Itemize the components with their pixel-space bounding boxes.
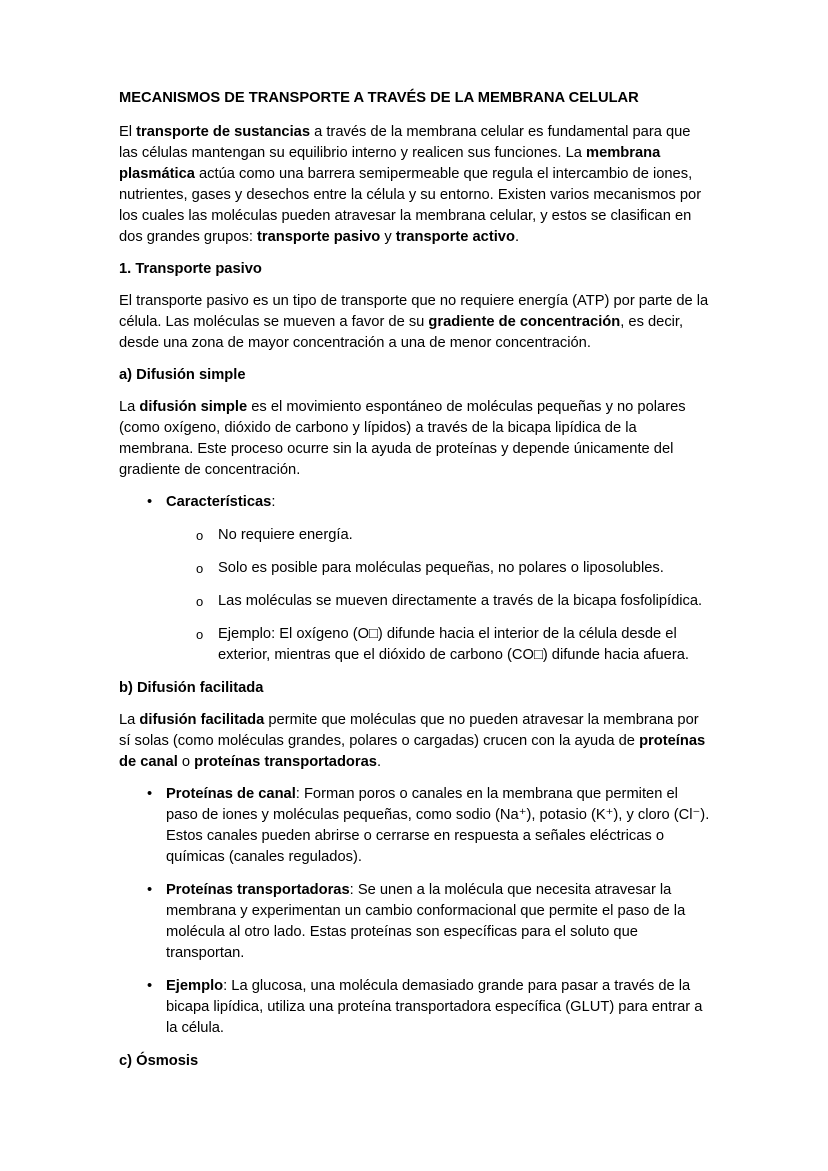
- bullet-text: [166, 880, 710, 964]
- section-heading: [119, 259, 710, 280]
- paragraph: [119, 710, 710, 773]
- text-segment: Ejemplo: El oxígeno (O□) difunde hacia el interior de la célula desde el exterior, mientras que el dióxido de carbono (CO□) difunde hacia afuera.: [218, 626, 689, 663]
- text-segment: La: [119, 399, 140, 415]
- text-segment: actúa como una barrera semipermeable que regula el intercambio de iones, nutrientes, gases y desechos entre la célula y su entorno. Existen varios mecanismos por los cuales las moléculas pueden atravesar la membrana celular, y estos se clasifican en dos grandes grupos:: [119, 166, 702, 245]
- disc-bullet-icon: •: [147, 882, 153, 898]
- paragraph: [119, 122, 710, 248]
- sub-list-item: [119, 624, 710, 666]
- text-segment: difusión simple: [139, 399, 248, 415]
- text-segment: proteínas transportadoras: [194, 754, 377, 770]
- section-heading: [119, 1051, 710, 1072]
- list-item: [119, 492, 710, 513]
- text-segment: a) Difusión simple: [119, 367, 246, 383]
- text-segment: La: [119, 712, 140, 728]
- text-segment: :: [271, 494, 276, 510]
- section-heading: [119, 678, 710, 699]
- bullet-text: [218, 591, 710, 612]
- text-segment: Proteínas transportadoras: [166, 882, 350, 898]
- bullet-text: [166, 492, 710, 513]
- text-segment: No requiere energía.: [218, 527, 353, 543]
- text-segment: transporte de sustancias: [136, 124, 311, 140]
- text-segment: Ejemplo: [166, 978, 224, 994]
- disc-bullet-icon: •: [147, 978, 153, 994]
- text-segment: transporte pasivo: [257, 229, 381, 245]
- text-segment: Proteínas de canal: [166, 786, 296, 802]
- text-segment: MECANISMOS DE TRANSPORTE A TRAVÉS DE LA MEMBRANA CELULAR: [119, 90, 639, 106]
- text-segment: .: [376, 754, 382, 770]
- text-segment: gradiente de concentración: [428, 314, 621, 330]
- document-title: [119, 88, 710, 109]
- circle-bullet-icon: o: [196, 528, 204, 543]
- document-content: [119, 88, 710, 1072]
- circle-bullet-icon: o: [196, 594, 204, 609]
- paragraph: [119, 397, 710, 481]
- section-heading: [119, 365, 710, 386]
- text-segment: membrana plasmática: [119, 145, 661, 182]
- text-segment: El: [119, 124, 137, 140]
- text-segment: permite que moléculas que no pueden atravesar la membrana por sí solas (como moléculas grandes, polares o cargadas) crucen con la ayuda de: [119, 712, 699, 749]
- list-item: [119, 784, 710, 868]
- text-segment: a través de la membrana celular es fundamental para que las células mantengan su equilibrio interno y realicen sus funciones. La: [119, 124, 691, 161]
- disc-bullet-icon: •: [147, 494, 153, 510]
- text-segment: es el movimiento espontáneo de moléculas pequeñas y no polares (como oxígeno, dióxido de carbono y lípidos) a través de la bicapa lipídica de la membrana. Este proceso ocurre sin la ayuda de proteínas y depende únicamente del gradiente de concentración.: [119, 399, 686, 478]
- paragraph: [119, 291, 710, 354]
- circle-bullet-icon: o: [196, 561, 204, 576]
- text-segment: transporte activo: [395, 229, 515, 245]
- bullet-text: [166, 976, 710, 1039]
- list-item: [119, 976, 710, 1039]
- text-segment: .: [514, 229, 520, 245]
- list-item: [119, 880, 710, 964]
- text-segment: o: [177, 754, 195, 770]
- text-segment: : Forman poros o canales en la membrana que permiten el paso de iones y moléculas pequeñas, como sodio (Na⁺), potasio (K⁺), y cloro (Cl⁻). Estos canales pueden abrirse o cerrarse en respuesta a señales eléctricas o químicas (canales regulados).: [166, 786, 710, 865]
- disc-bullet-icon: •: [147, 786, 153, 802]
- sub-list-item: [119, 558, 710, 579]
- sub-list-item: [119, 591, 710, 612]
- bullet-text: [218, 525, 710, 546]
- text-segment: El transporte pasivo es un tipo de transporte que no requiere energía (ATP) por parte de la célula. Las moléculas se mueven a favor de su: [119, 293, 709, 330]
- text-segment: y: [380, 229, 396, 245]
- sub-list-item: [119, 525, 710, 546]
- circle-bullet-icon: o: [196, 627, 204, 642]
- text-segment: difusión facilitada: [139, 712, 265, 728]
- text-segment: Las moléculas se mueven directamente a través de la bicapa fosfolipídica.: [218, 593, 703, 609]
- text-segment: Solo es posible para moléculas pequeñas, no polares o liposolubles.: [218, 560, 664, 576]
- text-segment: 1. Transporte pasivo: [119, 261, 262, 277]
- text-segment: : Se unen a la molécula que necesita atravesar la membrana y experimentan un cambio conformacional que permite el paso de la molécula al otro lado. Estas proteínas son específicas para el soluto que transportan.: [166, 882, 686, 961]
- text-segment: c) Ósmosis: [119, 1053, 199, 1069]
- text-segment: proteínas de canal: [119, 733, 706, 770]
- bullet-text: [166, 784, 710, 868]
- text-segment: , es decir, desde una zona de mayor concentración a una de menor concentración.: [119, 314, 684, 351]
- bullet-text: [218, 558, 710, 579]
- text-segment: b) Difusión facilitada: [119, 680, 264, 696]
- text-segment: Características: [166, 494, 272, 510]
- text-segment: : La glucosa, una molécula demasiado grande para pasar a través de la bicapa lipídica, utiliza una proteína transportadora específica (GLUT) para entrar a la célula.: [166, 978, 703, 1036]
- bullet-text: [218, 624, 710, 666]
